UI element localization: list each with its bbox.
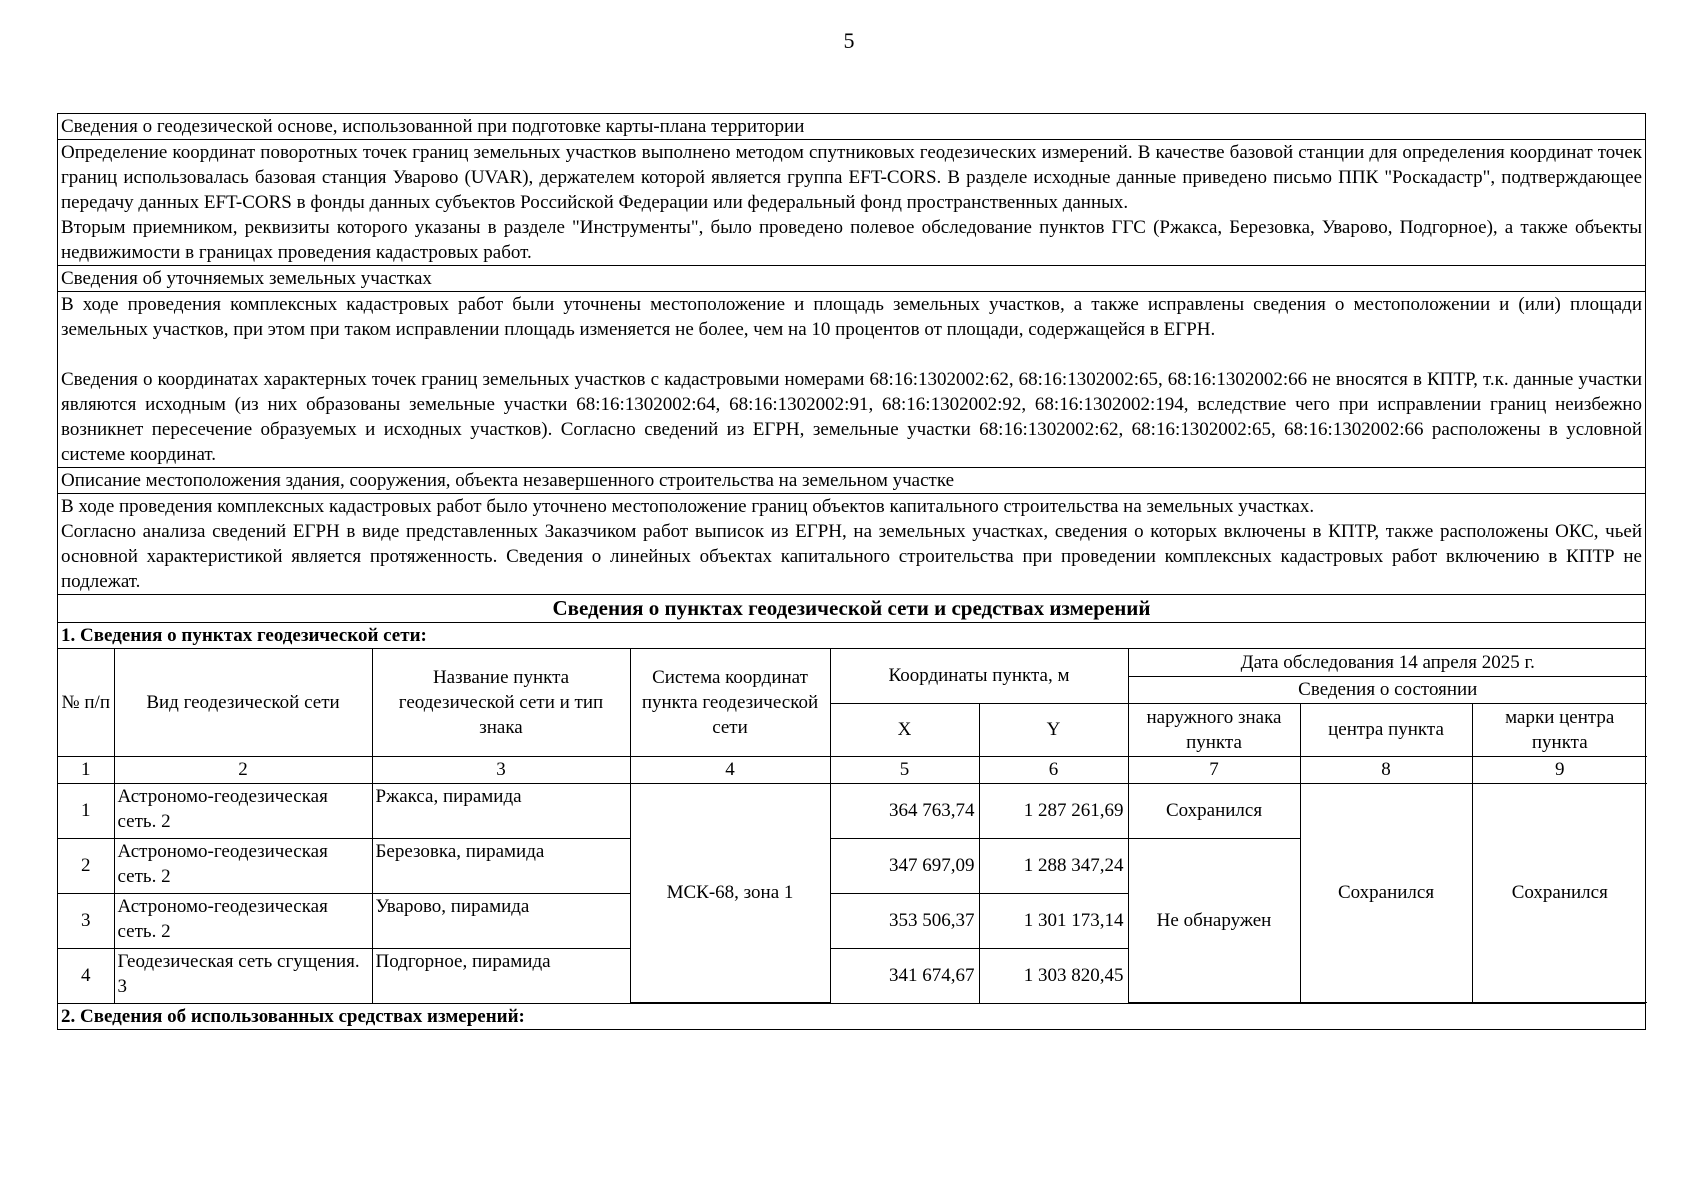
col-header-coord-system: Система координат пункта геодезической сети [630,649,830,756]
column-number: 2 [114,756,372,783]
col-header-center-mark: марки центра пункта [1472,703,1647,756]
geodetic-points-table [58,649,1647,1003]
table-row [58,783,1647,838]
geodetic-network-cell [58,649,1646,1004]
column-number: 8 [1300,756,1472,783]
row-x: 347 697,09 [830,838,979,893]
column-number: 4 [630,756,830,783]
row-num: 2 [58,838,114,893]
row-point-name: Березовка, пирамида [372,838,630,893]
refined-paragraph-1: В ходе проведения комплексных кадастровых работ были уточнены местоположение и площадь земельных участков, а также исправлены сведения о местоположении и (или) площади земельных участков, при этом при таком исправлении площадь изменяется не более, чем на 10 процентов от площади, содержащейся в ЕГРН. [61,294,1642,340]
building-paragraph-1: В ходе проведения комплексных кадастровых работ было уточнено местоположение границ объектов капитального строительства на земельных участках. [61,496,1315,517]
row-num: 4 [58,948,114,1003]
refined-paragraph-2: Сведения о координатах характерных точек границ земельных участков с кадастровыми номерами 68:16:1302002:62, 68:16:1302002:65, 68:16:1302002:66 не вносятся в КПТР, т.к. данные участки являются исходным (из них образованы земельные участки 68:16:1302002:64, 68:16:1302002:91, 68:16:1302002:92, 68:16:1302002:194, вследствие чего при исправлении границ неизбежно возникнет пересечение образуемых и исходных участков). Согласно сведений из ЕГРН, земельные участки 68:16:1302002:62, 68:16:1302002:65, 68:16:1302002:66 расположены в условной системе координат. [61,369,1642,465]
row-point-name: Уварово, пирамида [372,893,630,948]
geo-basis-title: Сведения о геодезической основе, использованной при подготовке карты-плана территории [58,114,1646,140]
row-network-type: Геодезическая сеть сгущения. 3 [114,948,372,1003]
col-header-point-name: Название пункта геодезической сети и тип знака [372,649,630,756]
refined-parcels-body [58,292,1646,468]
col-header-outer-sign: наружного знака пункта [1128,703,1300,756]
col-header-x: X [830,703,979,756]
page-number: 5 [843,28,855,53]
row-network-type: Астрономо-геодезическая сеть. 2 [114,783,372,838]
row-point-name: Подгорное, пирамида [372,948,630,1003]
column-number: 7 [1128,756,1300,783]
refined-parcels-title: Сведения об уточняемых земельных участках [58,266,1646,292]
outer-sign-state: Сохранился [1128,783,1300,838]
network-subtitle: 1. Сведения о пунктах геодезической сети: [58,623,1646,649]
column-number: 3 [372,756,630,783]
column-number: 6 [979,756,1128,783]
col-header-num: № п/п [58,649,114,756]
row-point-name: Ржакса, пирамида [372,783,630,838]
coord-system-value: МСК-68, зона 1 [630,783,830,1003]
geo-basis-paragraph-2: Вторым приемником, реквизиты которого указаны в разделе "Инструменты", было проведено полевое обследование пунктов ГГС (Ржакса, Березовка, Уварово, Подгорное), а также объекты недвижимости в границах проведения кадастровых работ. [61,217,1642,263]
col-header-center: центра пункта [1300,703,1472,756]
row-num: 1 [58,783,114,838]
col-header-coords: Координаты пункта, м [830,649,1128,703]
row-y: 1 288 347,24 [979,838,1128,893]
row-network-type: Астрономо-геодезическая сеть. 2 [114,838,372,893]
row-y: 1 287 261,69 [979,783,1128,838]
col-header-survey-date: Дата обследования 14 апреля 2025 г. [1128,649,1647,676]
row-network-type: Астрономо-геодезическая сеть. 2 [114,893,372,948]
col-header-network-type: Вид геодезической сети [114,649,372,756]
row-x: 341 674,67 [830,948,979,1003]
col-header-state: Сведения о состоянии [1128,676,1647,703]
column-number: 5 [830,756,979,783]
outer-sign-state: Не обнаружен [1128,838,1300,1003]
row-y: 1 303 820,45 [979,948,1128,1003]
center-state: Сохранился [1300,783,1472,1003]
network-section-title: Сведения о пунктах геодезической сети и средствах измерений [58,595,1646,623]
center-mark-state: Сохранился [1472,783,1647,1003]
geo-basis-body [58,140,1646,266]
row-num: 3 [58,893,114,948]
instruments-subtitle: 2. Сведения об использованных средствах измерений: [58,1004,1646,1030]
building-location-body [58,494,1646,595]
column-number: 9 [1472,756,1647,783]
row-x: 364 763,74 [830,783,979,838]
row-x: 353 506,37 [830,893,979,948]
main-document-table [57,113,1646,1030]
geo-basis-paragraph-1: Определение координат поворотных точек границ земельных участков выполнено методом спутниковых геодезических измерений. В качестве базовой станции для определения координат точек границ использовалась базовая станция Уварово (UVAR), держателем которой является группа EFT-CORS. В разделе исходные данные приведено письмо ППК "Роскадастр", подтверждающее передачу данных EFT-CORS в фонды данных субъектов Российской Федерации или федеральный фонд пространственных данных. [61,142,1642,213]
col-header-y: Y [979,703,1128,756]
building-location-title: Описание местоположения здания, сооружения, объекта незавершенного строительства на земельном участке [58,468,1646,494]
column-number: 1 [58,756,114,783]
building-paragraph-2: Согласно анализа сведений ЕГРН в виде представленных Заказчиком работ выписок из ЕГРН, на земельных участках, сведения о которых включены в КПТР, также расположены ОКС, чьей основной характеристикой является протяженность. Сведения о линейных объектах капитального строительства при проведении комплексных кадастровых работ включению в КПТР не подлежат. [61,521,1642,592]
row-y: 1 301 173,14 [979,893,1128,948]
